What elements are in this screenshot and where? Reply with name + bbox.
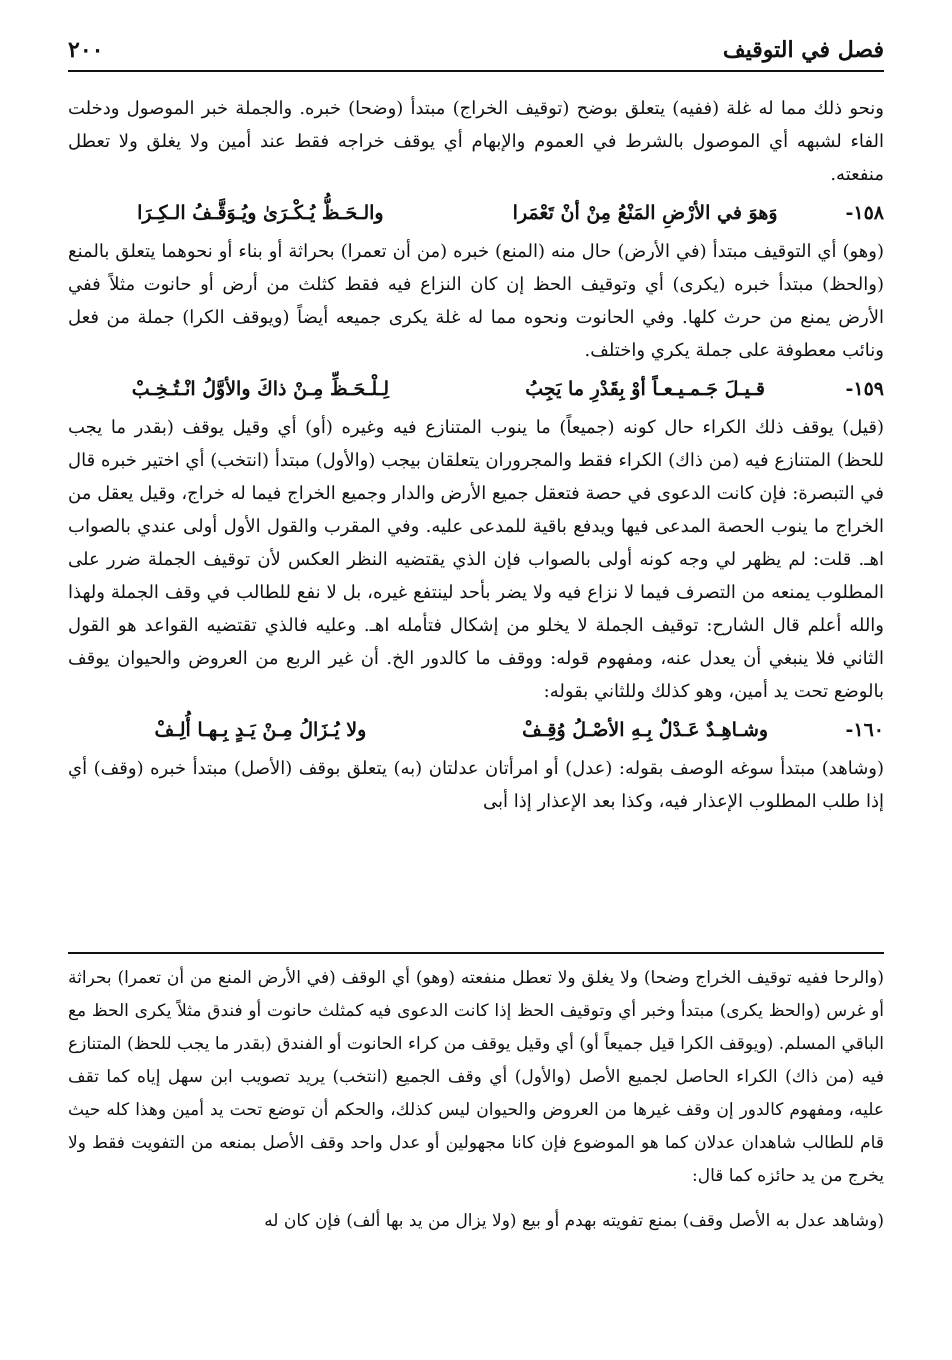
verse-hemistich-second: لِـلْـحَـظِّ مِـنْ ذاكَ والأوَّلُ انْـتُـخِـبْ [131, 378, 390, 400]
verse-hemistich-first: وَهوَ في الأرْضِ المَنْعُ مِنْ أنْ تَعْمَرا [512, 202, 778, 224]
page-number: ٢٠٠ [68, 37, 104, 63]
running-title: فصل في التوقيف [722, 37, 884, 63]
commentary-paragraph: (وشاهد) مبتدأ سوغه الوصف بقوله: (عدل) أو امرأتان عدلتان (به) يتعلق بوقف (الأصل) مبتدأ خبره (وقف) أي إذا طلب المطلوب الإعذار فيه، وكذا بعد الإعذار إذا أبى [68, 758, 884, 812]
main-text [68, 92, 884, 818]
verse-160 [68, 712, 884, 748]
commentary-paragraph: (قيل) يوقف ذلك الكراء حال كونه (جميعاً) ما ينوب المتنازع فيه وغيره (أو) أي وقيل يوقف (بقدر ما يجب للحظ) المتنازع فيه (من ذاك) الكراء فقط والمجروران يتعلقان بيجب (والأول) مبتدأ (انتخب) أي اختير خبره قال في التبصرة: فإن كانت الدعوى في حصة فتعقل جميع الأرض والدار وجميع الخراج فيما له خراج، وقيل يعقل من الخراج ما ينوب الحصة المدعى فيها ويدفع باقية للمدعى عليه. وفي المقرب والقول الأول أولى عندي بالصواب اهـ. قلت: لم يظهر لي وجه كونه أولى بالصواب فإن الذي يقتضيه النظر العكس لأن توقيف الجملة ضرر على المطلوب يمنعه من التصرف فيما لا نزاع فيه ولا يضر بأحد لينتفع غيره، بل لا نفع للطالب في وقف الجملة ولهذا والله أعلم قال الشارح: توقيف الجملة لا يخلو من إشكال فتأمله اهـ. وعليه فالذي تقتضيه القواعد هو القول الثاني فلا ينبغي أن يعدل عنه، ومفهوم قوله: ووقف ما كالدور الخ. أن غير الربع من العروض والحيوان يوقف بالوضع تحت يد أمين، وهو كذلك وللثاني بقوله: [68, 417, 884, 702]
verse-hemistich-second: ولا يُـزَالُ مِـنْ يَـدٍ بِـهـا أُلِـفْ [154, 719, 367, 741]
footnote-paragraph: (والرحا ففيه توقيف الخراج وضحا) ولا يغلق ولا تعطل منفعته (وهو) أي الوقف (في الأرض المنع من أن تعمرا) بحراثة أو غرس (والحظ يكرى) مبتدأ وخبر أي وتوقيف الحظ إذا كانت الدعوى فيه كمثلث حانوت أو فندق مثلاً يكرى الحظ مع الباقي المسلم. (ويوقف الكرا قيل جميعاً أو) أي وقيل يوقف من كراء الحانوت أو الفندق (بقدر ما يجب للحظ) المتنازع فيه (من ذاك) الكراء الحاصل لجميع الأصل (والأول) أي وقف الجميع (انتخب) يريد تصويب ابن سهل إياه كما تقف عليه، ومفهوم كالدور إن وقف غيرها من العروض والحيوان ليس كذلك، والحكم أن توضع تحت يد أمين وهذا كله حيث قام للطالب شاهدان عدلان كما هو الموضوع فإن كانا مجهولين أو عدل واحد وقف الأصل بمنعه من التفويت فقط ولا يخرج من يد حائزه كما قال: [68, 968, 884, 1186]
verse-number: ١٦٠- [845, 719, 884, 741]
commentary-paragraph: ونحو ذلك مما له غلة (ففيه) يتعلق بوضح (توقيف الخراج) مبتدأ (وضحا) خبره. والجملة خبر الموصول ودخلت الفاء لشبهه أي الموصول بالشرط في العموم والإبهام أي يوقف خراجه فقط عند أمين ولا يغلق ولا تعطل منفعته. [68, 98, 884, 185]
verse-hemistich-first: وشـاهِـدٌ عَـدْلٌ بِـهِ الأصْـلُ وُقِـفْ [522, 719, 769, 741]
verse-158 [68, 195, 884, 231]
verse-number: ١٥٨- [845, 202, 884, 224]
verse-159 [68, 371, 884, 407]
footnote-paragraph: (وشاهد عدل به الأصل وقف) بمنع تفويته بهدم أو بيع (ولا يزال من يد بها ألف) فإن كان له [264, 1211, 884, 1231]
footnote-divider [68, 952, 884, 954]
verse-number: ١٥٩- [845, 378, 884, 400]
page-header [68, 30, 884, 72]
footnotes [68, 962, 884, 1238]
commentary-paragraph: (وهو) أي التوقيف مبتدأ (في الأرض) حال منه (المنع) خبره (من أن تعمرا) بحراثة أو بناء أو نحوهما يتعلق بالمنع (والحظ) مبتدأ خبره (يكرى) أي وتوقيف الحظ إن كان النزاع فيه فقط كثلث من أرض أو حانوت مثلاً ففي الأرض يمنع من حرث كلها. وفي الحانوت ونحوه مما له غلة يكرى جميعه أيضاً (ويوقف الكرا) جملة من فعل ونائب معطوفة على جملة يكري واختلف. [68, 241, 884, 361]
verse-hemistich-first: قـيـلَ جَـمـيـعـاً أوْ بِقَدْرِ ما يَجِبُ [525, 378, 765, 400]
verse-hemistich-second: والـحَـظُّ يُـكْـرَىٰ ويُـوَقَّـفُ الـكِـرَا [137, 202, 384, 224]
